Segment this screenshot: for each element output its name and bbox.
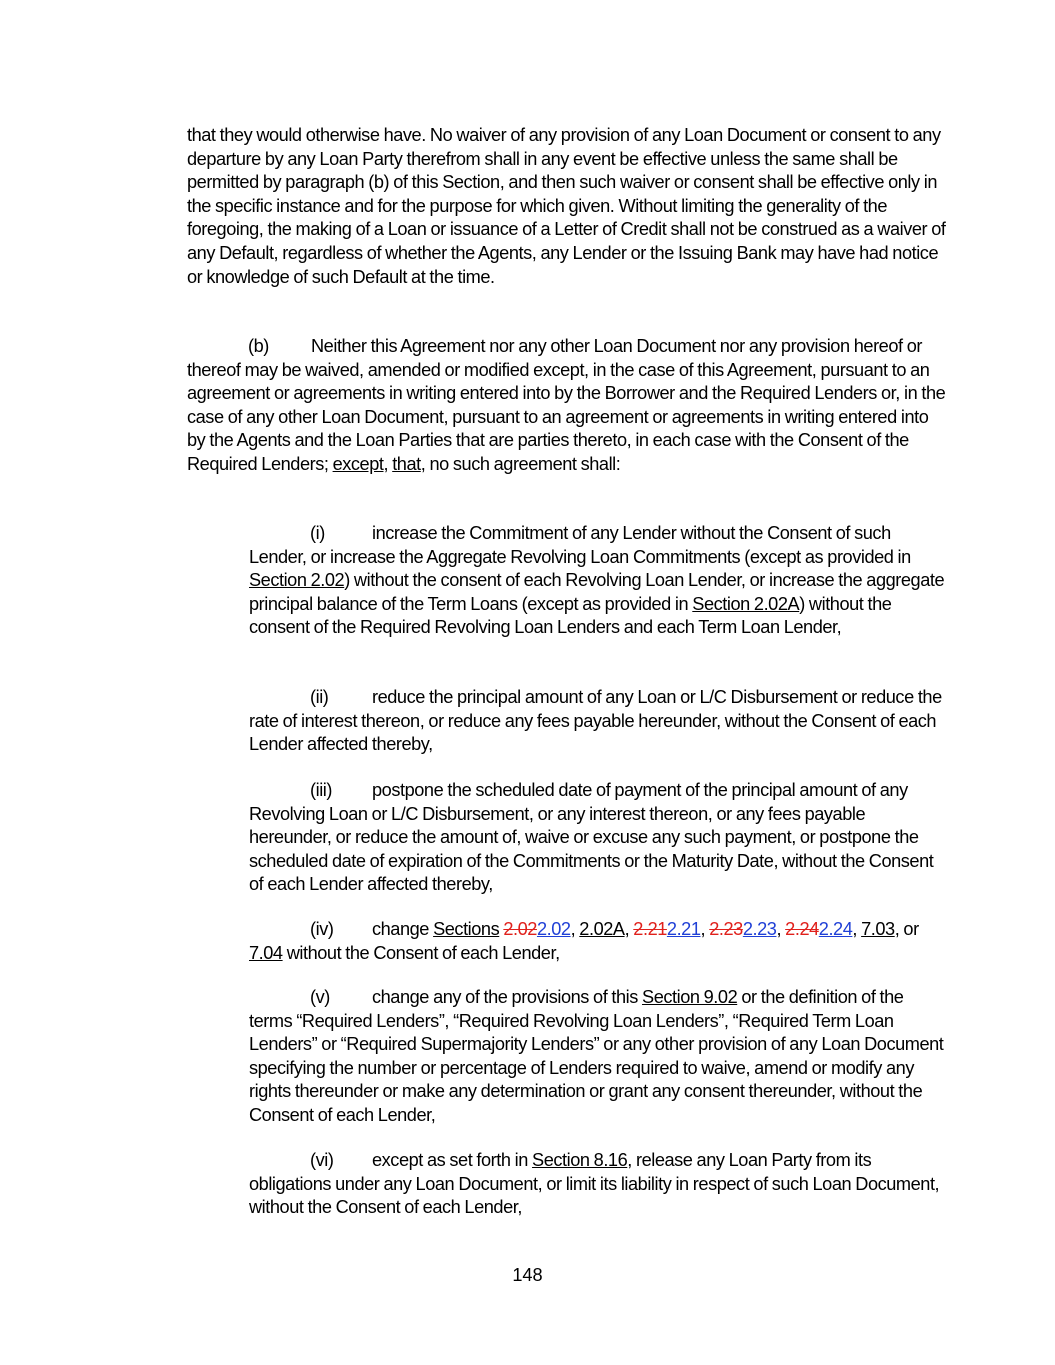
paragraph-b [187,335,947,477]
separator: , [700,919,710,939]
inserted-ref-2-23[interactable]: 2.23 [742,919,777,939]
clause-iii-label: (iii) [310,780,332,800]
clause-v [249,986,949,1128]
clause-i-text-1: increase the Commitment of any Lender without the Consent of such Lender, or increase the Aggregate Revolving Loan Commitments (except as provided in [249,523,911,567]
clause-iv-text-1: change [372,919,434,939]
ref-7-03-link[interactable]: 7.03 [861,919,895,939]
clause-v-text-2: or the definition of the terms “Required Lenders”, “Required Revolving Loan Lenders”, “Required Term Loan Lenders” or “Required Supermajority Lenders” or any other provision of any Loan Document specifying the number or percentage of Lenders required to waive, amend or modify any rights thereunder or make any determination or grant any consent thereunder, without the Consent of each Lender, [249,987,944,1125]
section-2-02-link[interactable]: Section 2.02 [249,570,345,591]
clause-ii-label: (ii) [310,687,329,707]
clause-iii-text: postpone the scheduled date of payment of the principal amount of any Revolving Loan or L/C Disbursement, or any interest thereon, or any fees payable hereunder, or reduce the amount of, waive or excuse any such payment, or postpone the scheduled date of expiration of the Commitments or the Maturity Date, without the Consent of each Lender affected thereby, [249,780,934,895]
section-9-02-link[interactable]: Section 9.02 [642,987,738,1007]
clause-vi-label: (vi) [310,1150,334,1170]
or-separator: , or [894,919,919,939]
clause-v-label: (v) [310,987,330,1007]
section-8-16-link[interactable]: Section 8.16 [532,1150,628,1170]
clause-vi-text-1: except as set forth in [372,1150,533,1170]
clause-iv [249,918,949,965]
ref-7-04-link[interactable]: 7.04 [249,942,283,963]
clause-v-text-1: change any of the provisions of this [372,987,643,1007]
clause-i-text-3: ) without the consent of the Required Revolving Loan Lenders and each Term Loan Lender, [249,593,892,638]
that-term: that [392,453,421,474]
separator: , [624,919,634,939]
clause-i [249,522,949,640]
sections-term: Sections [433,919,500,939]
except-comma: , [383,453,389,474]
deleted-ref-2-23: 2.23 [709,919,743,939]
clause-i-text-2: ) without the consent of each Revolving Loan Lender, or increase the aggregate principal balance of the Term Loans (except as provided in [249,570,945,614]
opening-paragraph: that they would otherwise have. No waiver of any provision of any Loan Document or consent to any departure by any Loan Party therefrom shall in any event be effective unless the same shall be permitted by paragraph (b) of this Section, and then such waiver or consent shall be effective only in the specific instance and for the purpose for which given. Without limiting the generality of the foregoing, the making of a Loan or issuance of a Letter of Credit shall not be construed as a waiver of any Default, regardless of whether the Agents, any Lender or the Issuing Bank may have had notice or knowledge of such Default at the time. [187,125,946,287]
clause-iv-label: (iv) [310,919,334,939]
clause-iii [249,779,949,897]
deleted-ref-2-02: 2.02 [503,919,537,939]
clause-vi-text-2: , release any Loan Party from its obligations under any Loan Document, or limit its liability in respect of such Loan Document, without the Consent of each Lender, [249,1150,940,1218]
inserted-ref-2-21[interactable]: 2.21 [666,919,701,939]
separator: , [852,919,862,939]
clause-i-label: (i) [310,523,325,543]
clause-ii [249,686,949,757]
section-2-02a-link[interactable]: Section 2.02A [692,593,800,614]
inserted-ref-2-24[interactable]: 2.24 [818,919,853,939]
separator: , [776,919,786,939]
deleted-ref-2-21: 2.21 [633,919,667,939]
deleted-ref-2-24: 2.24 [785,919,819,939]
separator: , [570,919,580,939]
inserted-ref-2-02[interactable]: 2.02 [536,919,571,939]
paragraph-b-text: Neither this Agreement nor any other Loan Document nor any provision hereof or thereof may be waived, amended or modified except, in the case of this Agreement, pursuant to an agreement or agreements in writing entered into by the Borrower and the Required Lenders or, in the case of any other Loan Document, pursuant to an agreement or agreements in writing entered into by the Agents and the Loan Parties that are parties thereto, in each case with the Consent of the Required Lenders; [187,336,946,474]
clause-ii-text: reduce the principal amount of any Loan or L/C Disbursement or reduce the rate of interest thereon, or reduce any fees payable hereunder, without the Consent of each Lender affected thereby, [249,687,942,755]
clause-vi [249,1149,949,1220]
paragraph-b-label: (b) [248,336,269,356]
paragraph-b-tail: , no such agreement shall: [420,453,621,474]
except-term: except [332,453,384,474]
page-number: 148 [512,1265,543,1285]
clause-iv-text-2: without the Consent of each Lender, [282,942,560,963]
ref-2-02a-link[interactable]: 2.02A [579,919,625,939]
